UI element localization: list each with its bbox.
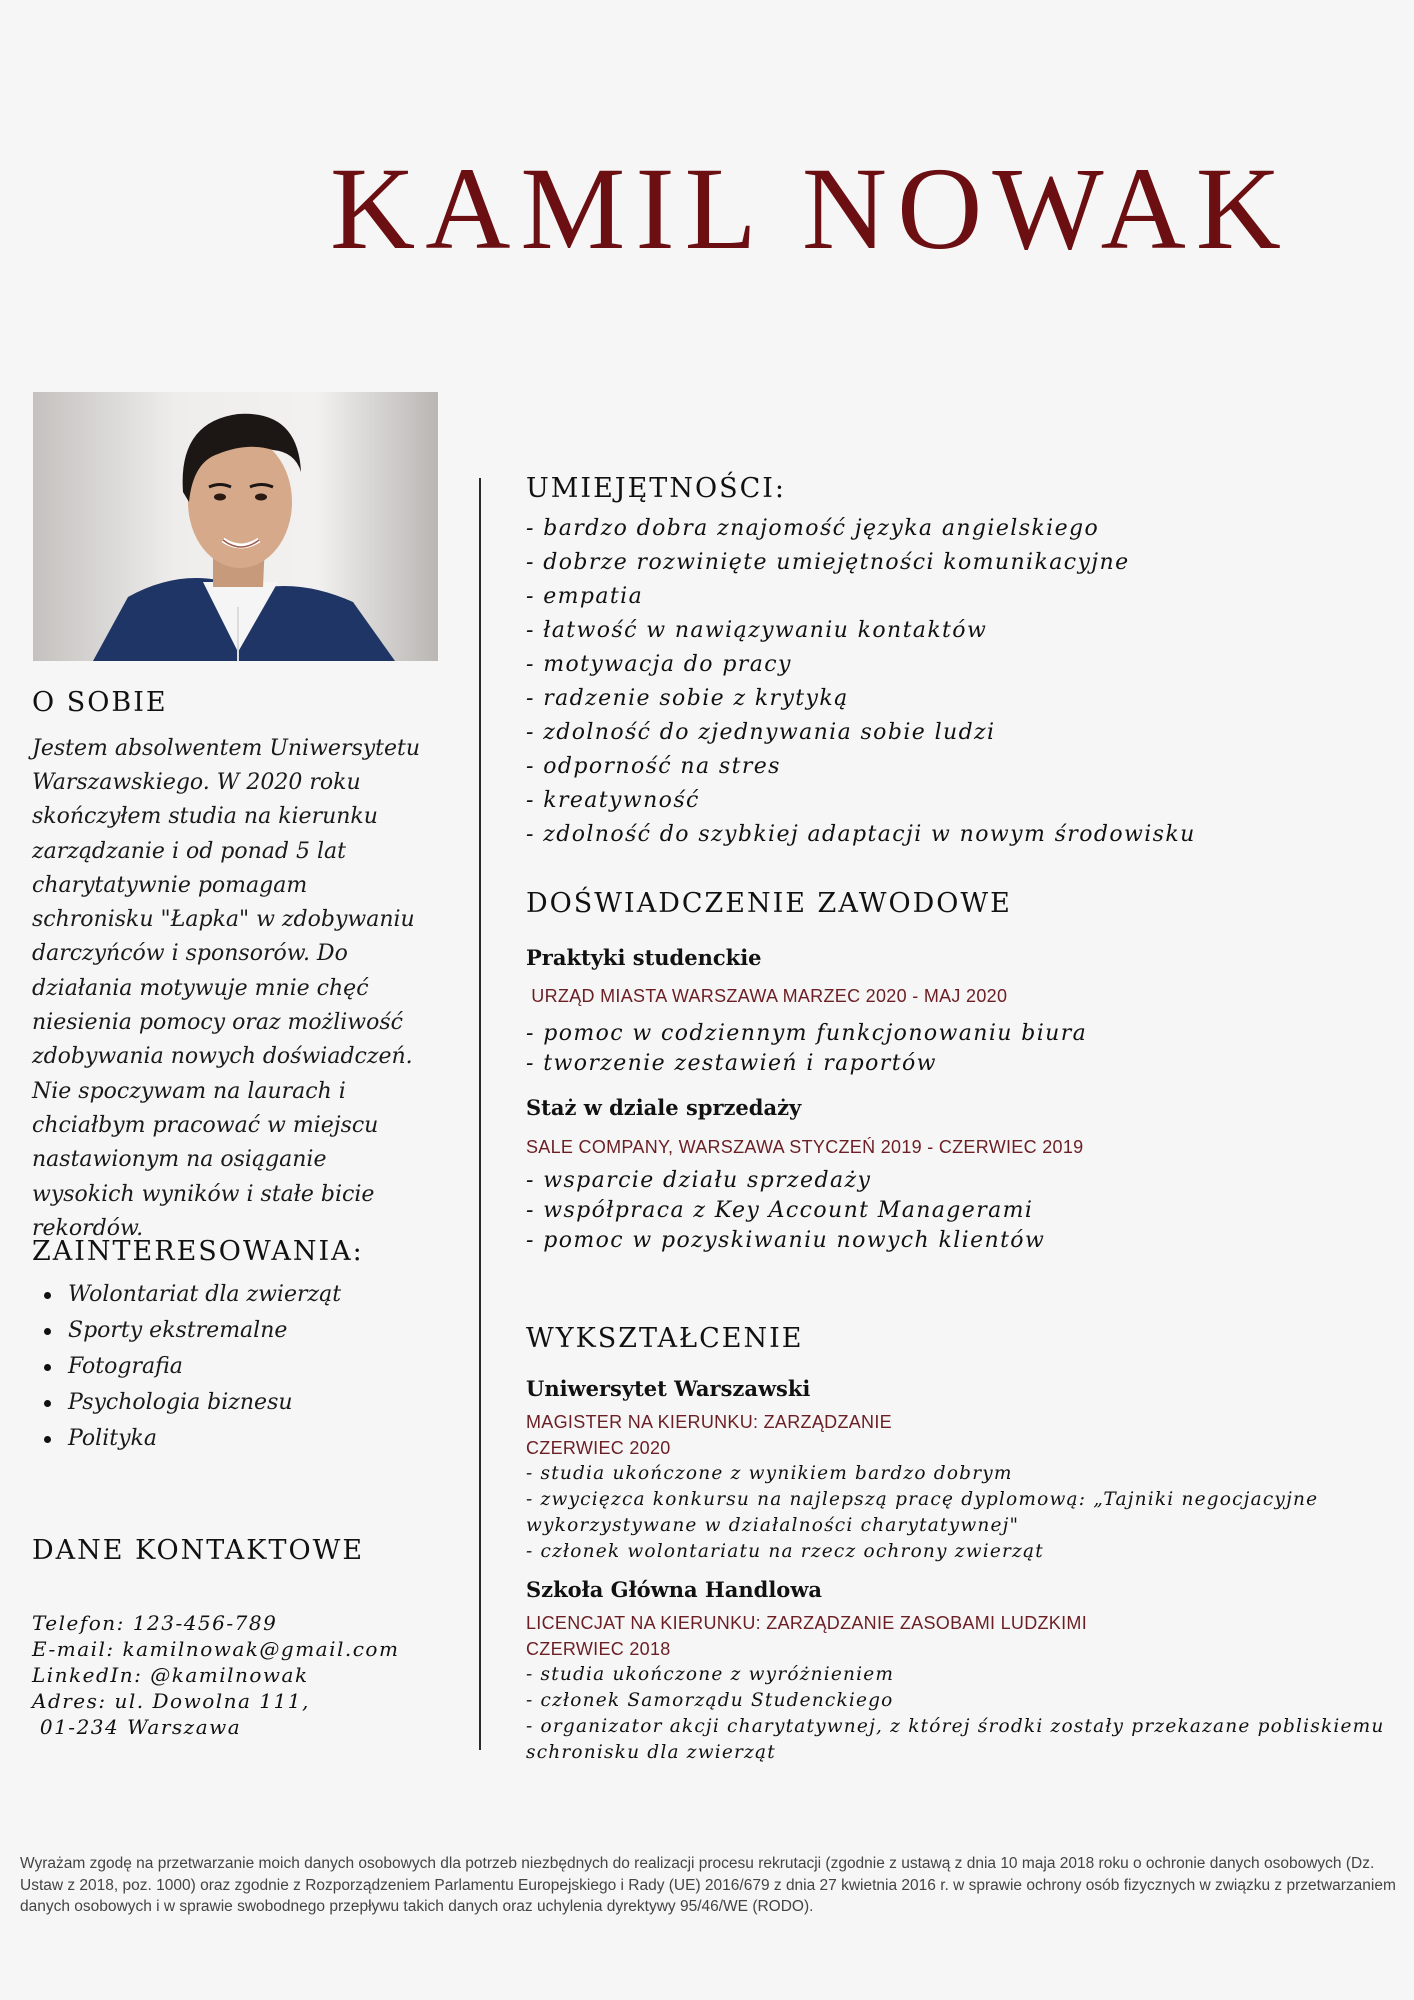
- skill-item: - zdolność do zjednywania sobie ludzi: [526, 719, 996, 745]
- job-task: - tworzenie zestawień i raportów: [526, 1051, 937, 1077]
- about-heading: O SOBIE: [32, 687, 168, 718]
- skill-item: - łatwość w nawiązywaniu kontaktów: [526, 617, 988, 643]
- school-task: - studia ukończone z wynikiem bardzo dobrym: [526, 1462, 1013, 1484]
- interest-item: Fotografia: [32, 1349, 432, 1385]
- skill-item: - motywacja do pracy: [526, 651, 792, 677]
- school-name: Uniwersytet Warszawski: [526, 1375, 811, 1401]
- contact-address-city: 01-234 Warszawa: [32, 1714, 242, 1739]
- interest-item: Polityka: [32, 1421, 432, 1457]
- school-date: CZERWIEC 2020: [526, 1437, 671, 1458]
- job-task: - pomoc w pozyskiwaniu nowych klientów: [526, 1228, 1046, 1254]
- school-date: CZERWIEC 2018: [526, 1639, 671, 1660]
- education-heading: WYKSZTAŁCENIE: [526, 1323, 804, 1354]
- job-entry: [526, 1095, 1386, 1256]
- experience-section: [526, 889, 1386, 1256]
- interests-heading: ZAINTERESOWANIA:: [32, 1236, 364, 1267]
- contact-heading: DANE KONTAKTOWE: [32, 1535, 365, 1566]
- interests-section: [32, 1237, 432, 1457]
- contact-email: E-mail: kamilnowak@gmail.com: [32, 1636, 400, 1661]
- job-meta: SALE COMPANY, WARSZAWA STYCZEŃ 2019 - CZERWIEC 2019: [526, 1136, 1084, 1157]
- profile-photo-illustration: [33, 392, 438, 661]
- school-degree: MAGISTER NA KIERUNKU: ZARZĄDZANIE: [526, 1411, 892, 1432]
- interests-list: [32, 1277, 432, 1457]
- job-entry: [526, 945, 1386, 1080]
- contact-address: Adres: ul. Dowolna 111,: [32, 1688, 310, 1713]
- contact-phone: Telefon: 123-456-789: [32, 1610, 278, 1635]
- job-meta: URZĄD MIASTA WARSZAWA MARZEC 2020 - MAJ 2020: [526, 985, 1008, 1006]
- school-entry: [526, 1376, 1386, 1565]
- skills-list: [526, 512, 1386, 852]
- job-task: - pomoc w codziennym funkcjonowaniu biura: [526, 1021, 1088, 1047]
- skill-item: - radzenie sobie z krytyką: [526, 685, 849, 711]
- skill-item: - zdolność do szybkiej adaptacji w nowym środowisku: [526, 821, 1196, 847]
- school-entry: [526, 1577, 1386, 1766]
- school-name: Szkoła Główna Handlowa: [526, 1576, 822, 1602]
- skills-section: [526, 474, 1386, 852]
- interest-item: Wolontariat dla zwierząt: [32, 1277, 432, 1313]
- interest-item: Psychologia biznesu: [32, 1385, 432, 1421]
- candidate-name: KAMIL NOWAK: [330, 143, 1292, 274]
- job-title: Praktyki studenckie: [526, 944, 762, 970]
- school-degree: LICENCJAT NA KIERUNKU: ZARZĄDZANIE ZASOBAMI LUDZKIMI: [526, 1613, 1088, 1634]
- job-task: - wsparcie działu sprzedaży: [526, 1168, 872, 1194]
- gdpr-consent-clause: Wyrażam zgodę na przetwarzanie moich danych osobowych dla potrzeb niezbędnych do realizacji procesu rekrutacji (zgodnie z ustawą z dnia 10 maja 2018 roku o ochronie danych osobowych (Dz. Ustaw z 2018, poz. 1000) oraz zgodnie z Rozporządzeniem Parlamentu Europejskiego i Rady (UE) 2016/679 z dnia 27 kwietnia 2016 r. w sprawie ochrony osób fizycznych w związku z przetwarzaniem danych osobowych i w sprawie swobodnego przepływu takich danych oraz uchylenia dyrektywy 95/46/WE (RODO).: [20, 1855, 1396, 1915]
- profile-photo: [33, 392, 438, 661]
- contact-list: [32, 1610, 432, 1740]
- skill-item: - dobrze rozwinięte umiejętności komunikacyjne: [526, 549, 1130, 575]
- school-task: - studia ukończone z wyróżnieniem: [526, 1664, 895, 1686]
- skill-item: - bardzo dobra znajomość języka angielskiego: [526, 515, 1100, 541]
- school-task: schronisku dla zwierząt: [526, 1742, 776, 1764]
- education-section: [526, 1324, 1386, 1766]
- about-section: [32, 688, 432, 1246]
- school-task: - organizator akcji charytatywnej, z której środki zostały przekazane pobliskiemu: [526, 1716, 1385, 1738]
- skills-heading: UMIEJĘTNOŚCI:: [526, 473, 786, 504]
- interest-item: Sporty ekstremalne: [32, 1313, 432, 1349]
- contact-linkedin: LinkedIn: @kamilnowak: [32, 1662, 309, 1687]
- column-divider: [479, 478, 481, 1750]
- experience-heading: DOŚWIADCZENIE ZAWODOWE: [526, 888, 1012, 919]
- job-task: - współpraca z Key Account Managerami: [526, 1198, 1034, 1224]
- job-title: Staż w dziale sprzedaży: [526, 1095, 802, 1121]
- skill-item: - odporność na stres: [526, 753, 781, 779]
- school-task: - zwycięzca konkursu na najlepszą pracę dyplomową: „Tajniki negocjacyjne: [526, 1488, 1319, 1510]
- about-text: Jestem absolwentem Uniwersytetu Warszawskiego. W 2020 roku skończyłem studia na kierunku zarządzanie i od ponad 5 lat charytatywnie pomagam schronisku "Łapka" w zdobywaniu darczyńców i sponsorów. Do działania motywuje mnie chęć niesienia pomocy oraz możliwość zdobywania nowych doświadczeń. Nie spoczywam na laurach i chciałbym pracować w miejscu nastawionym na osiąganie wysokich wyników i stałe bicie rekordów.: [32, 735, 421, 1241]
- skill-item: - empatia: [526, 583, 644, 609]
- school-task: wykorzystywane w działalności charytatywnej": [526, 1514, 1020, 1536]
- contact-section: [32, 1536, 432, 1740]
- school-task: - członek Samorządu Studenckiego: [526, 1690, 894, 1712]
- skill-item: - kreatywność: [526, 787, 700, 813]
- school-task: - członek wolontariatu na rzecz ochrony zwierząt: [526, 1540, 1044, 1562]
